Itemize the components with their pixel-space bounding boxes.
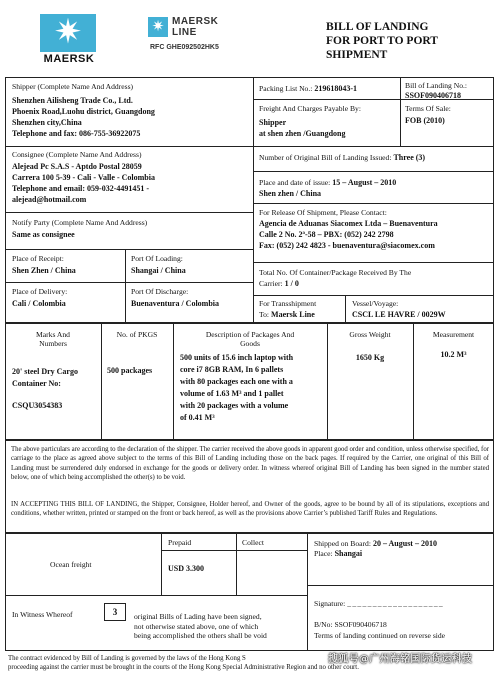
desc-line5: with 20 packages with a volume: [180, 401, 289, 410]
witness-count-box: 3: [104, 603, 126, 621]
packing-list: [259, 84, 357, 94]
release-line1: Agencia de Aduanas Siacomex Ltda – Buenaventura: [259, 219, 438, 228]
marks-header-line2: Numbers: [39, 339, 67, 349]
document-title: [326, 20, 438, 62]
weight-header: Gross Weight: [349, 330, 391, 339]
discharge-label: Port Of Discharge:: [131, 287, 189, 296]
marks-value-line1: 20' steel Dry Cargo: [12, 367, 78, 376]
issue-place-date: [259, 178, 396, 188]
vessel-label: Vessel/Voyage:: [352, 299, 399, 308]
shipped-place-label: Place:: [314, 549, 333, 558]
measure-value: 10.2 M³: [440, 350, 467, 359]
issue-label: Place and date of issue:: [259, 178, 331, 187]
notify-label: Notify Party (Complete Name And Address): [12, 218, 148, 227]
discharge-value: Buenaventura / Colombia: [131, 299, 220, 308]
consignee-line4: alejead@hotmail.com: [12, 195, 87, 204]
desc-line3: with 80 packages each one with a: [180, 377, 293, 386]
pkgs-value: 500 packages: [107, 366, 153, 375]
total-containers: [259, 279, 299, 289]
release-line3: Fax: (052) 242 4823 - buenaventura@siacomex.com: [259, 241, 435, 250]
desc-line4: volume of 1.63 M³ and 1 pallet: [180, 389, 284, 398]
packing-value: 219618043-1: [314, 84, 358, 93]
desc-line2: core i7 8GB RAM, In 6 pallets: [180, 365, 284, 374]
total-containers-label2: Carrier:: [259, 279, 283, 288]
release-line2: Calle 2 No. 2ª-58 – PBX: (052) 242 2798: [259, 230, 394, 239]
ocean-freight-label: Ocean freight: [50, 560, 92, 569]
bol-label: Bill of Landing No.:: [405, 81, 468, 90]
shipped-value: 20 – August – 2010: [372, 539, 437, 548]
measure-header: Measurement: [432, 330, 475, 339]
marks-value: [12, 366, 78, 412]
shipper-line3: Shenzhen city,China: [12, 118, 82, 127]
terms-paragraph1: The above particulars are according to the declaration of the shipper. The carrier received the above goods in apparent good order and condition, unless otherwise specified, for carriage to the place as agreed above subject to the terms of this Bill of Landing including those on the back pages. If required by the Carrier, one original of this Bill of Landing must be surrendered duly endorsed in exchange for the goods or delivery order. In witness whereof original Bill of Landing has been signed in the number stated below, one of which being accomplished the other(s) to be void.: [11, 446, 489, 482]
desc-line1: 500 units of 15.6 inch laptop with: [180, 353, 294, 362]
star-icon: ✷: [53, 12, 83, 52]
packing-label: Packing List No.:: [259, 84, 313, 93]
terms-of-sale-label: Terms Of Sale:: [405, 104, 451, 113]
witness-text2: not otherwise stated above, one of which: [134, 621, 259, 631]
footer-line2: proceeding against the carrier must be brought in the courts of the Hong Kong Special Administrative Region and no other court.: [8, 664, 359, 671]
weight-value: 1650 Kg: [355, 353, 385, 362]
title-line3: SHIPMENT: [326, 49, 388, 61]
shipped-on-board: [314, 539, 437, 549]
signature-line: _ _ _ _ _ _ _ _ _ _ _ _ _ _ _ _ _ _ _: [347, 599, 443, 608]
marks-header: [5, 330, 101, 348]
receipt-label: Place of Receipt:: [12, 254, 64, 263]
total-containers-label1: Total No. Of Container/Package Received By The: [259, 268, 412, 277]
shipped-label: Shipped on Board:: [314, 539, 371, 548]
pkgs-header: No. of PKGS: [116, 330, 158, 339]
marks-header-line1: Marks And: [36, 330, 70, 339]
signature-bno: B/No: SSOF090406718: [314, 620, 387, 629]
delivery-label: Place of Delivery:: [12, 287, 68, 296]
originals-issued: [259, 153, 425, 163]
footer-line1: The contract evidenced by Bill of Landing is governed by the laws of the Hong Kong S: [8, 655, 246, 662]
marks-value-line2: Container No:: [12, 379, 61, 388]
transshipment-to-label: To:: [259, 310, 270, 319]
shipper-label: Shipper (Complete Name And Address): [12, 82, 134, 91]
desc-header: [173, 330, 327, 348]
witness-label: In Witness Whereof: [12, 610, 73, 619]
rfc-code: RFC GHE092502HK5: [150, 44, 219, 51]
transshipment-value: Maersk Line: [271, 310, 315, 319]
shipper-line1: Shenzhen Ailisheng Trade Co., Ltd.: [12, 96, 133, 105]
shipper-line4: Telephone and fax: 086-755-36922075: [12, 129, 141, 138]
marks-value-line3: CSQU3054383: [12, 401, 63, 410]
issue-date: 15 – August – 2010: [332, 178, 397, 187]
desc-value: [180, 352, 293, 424]
prepaid-value: USD 3.300: [168, 564, 205, 573]
freight-payable-value2: at shen zhen /Guangdong: [259, 129, 346, 138]
desc-header-line2: Goods: [240, 339, 260, 349]
star-icon: ✷: [151, 17, 165, 35]
bol-value: SSOF090406718: [405, 91, 462, 100]
freight-payable-value1: Shipper: [259, 118, 287, 127]
desc-header-line1: Description of Packages And: [205, 330, 295, 339]
title-line2: FOR PORT TO PORT: [326, 35, 438, 47]
witness-text3: being accomplished the others shall be void: [134, 631, 267, 640]
originals-label: Number of Original Bill of Landing Issued:: [259, 153, 392, 162]
witness-text: [134, 612, 267, 641]
vessel-value: CSCL LE HAVRE / 0029W: [352, 310, 446, 319]
witness-text1: original Bills of Lading have been signed,: [134, 612, 262, 621]
signature-continued: Terms of landing continued on reverse side: [314, 631, 446, 640]
receipt-value: Shen Zhen / China: [12, 266, 76, 275]
shipped-place-value: Shangai: [334, 549, 363, 558]
collect-label: Collect: [242, 538, 264, 547]
consignee-label: Consignee (Complete Name And Address): [12, 150, 142, 159]
logo-line2: LINE: [172, 27, 197, 38]
freight-payable-label: Freight And Charges Payable By:: [259, 104, 361, 113]
logo-wordmark: MAERSK: [43, 53, 95, 65]
consignee-line1: Alejead Pc S.A.S - Aptdo Postal 28059: [12, 162, 142, 171]
signature-row: [314, 599, 442, 609]
notify-value: Same as consignee: [12, 230, 75, 239]
shipper-line2: Phoenix Road,Luohu district, Guangdong: [12, 107, 155, 116]
consignee-line3: Telephone and email: 059-032-4491451 -: [12, 184, 150, 193]
originals-value: Three (3): [393, 153, 426, 162]
signature-label: Signature:: [314, 599, 346, 608]
prepaid-label: Prepaid: [168, 538, 192, 547]
consignee-line2: Carrera 100 5-39 - Cali - Valle - Colombia: [12, 173, 155, 182]
watermark: 搜狐号@广州海铭国际货运科技: [328, 654, 473, 665]
transshipment: [259, 310, 315, 320]
logo-line1: MAERSK: [172, 16, 219, 27]
shipped-place: [314, 549, 362, 559]
total-containers-value: 1 / 0: [284, 279, 299, 288]
release-label: For Release Of Shipment, Please Contact:: [259, 208, 387, 217]
delivery-value: Cali / Colombia: [12, 299, 66, 308]
issue-place: Shen zhen / China: [259, 189, 322, 198]
terms-paragraph2: IN ACCEPTING THIS BILL OF LANDING, the Shipper, Consignee, Holder hereof, and Owner of the goods, agree to be bound by all of its stipulations, exceptions and conditions, whether written, printed or stamped on the front or back hereof, as well as the provisions above Carrier’s published Tariff Rules and Regulations.: [11, 501, 489, 518]
desc-line6: of 0.41 M³: [180, 413, 215, 422]
terms-of-sale-value: FOB (2010): [405, 116, 445, 125]
title-line1: BILL OF LANDING: [326, 21, 429, 33]
loading-label: Port Of Loading:: [131, 254, 183, 263]
transshipment-label: For Transshipment: [259, 299, 317, 308]
loading-value: Shangai / China: [131, 266, 186, 275]
